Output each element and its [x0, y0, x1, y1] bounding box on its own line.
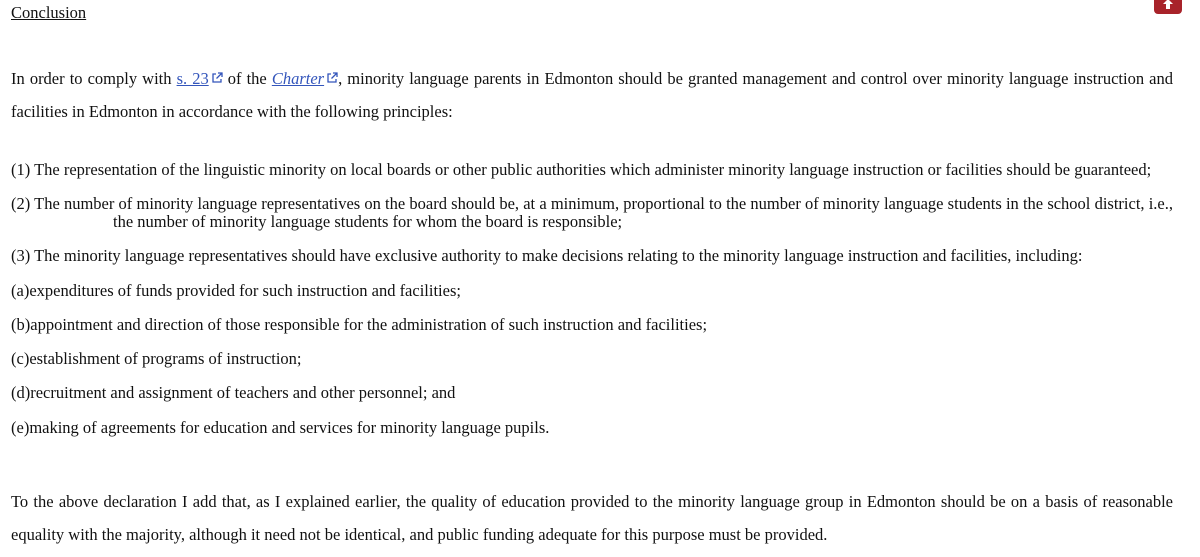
sub-item-c: (c)establishment of programs of instruction;: [11, 349, 302, 368]
principle-2: (2) The number of minority language representatives on the board should be, at a minimum, proportional to the number of minority language students in the school district, i.e., the number of minority language students for whom the board is responsible;: [11, 194, 1173, 231]
intro-paragraph: [11, 62, 1173, 128]
charter-link-text: Charter: [271, 69, 325, 88]
principle-3: (3) The minority language representatives should have exclusive authority to make decisions relating to the minority language instruction and facilities, including:: [11, 246, 1083, 265]
sub-item-d: (d)recruitment and assignment of teachers and other personnel; and: [11, 383, 456, 402]
section-heading: Conclusion: [11, 3, 87, 22]
back-to-top-button[interactable]: [1154, 0, 1182, 14]
arrow-up-icon: [1161, 0, 1175, 11]
sub-item-a: (a)expenditures of funds provided for such instruction and facilities;: [11, 281, 461, 300]
section-23-link[interactable]: [177, 69, 223, 88]
closing-paragraph: To the above declaration I add that, as I explained earlier, the quality of education provided to the minority language group in Edmonton should be on a basis of reasonable equality with the majority, although it need not be identical, and public funding adequate for this purpose must be provided.: [11, 492, 1173, 544]
intro-text-end: , minority language parents in Edmonton should be granted management and control over minority language instruction and facilities in Edmonton in accordance with the following principles:: [11, 69, 1173, 121]
charter-link[interactable]: [272, 69, 338, 88]
section-23-link-text: s. 23: [176, 69, 209, 88]
intro-text-start: In order to comply with: [11, 69, 177, 88]
external-link-icon: [211, 72, 223, 84]
sub-item-b: (b)appointment and direction of those responsible for the administration of such instruction and facilities;: [11, 315, 708, 334]
intro-text-middle: of the: [222, 69, 272, 88]
external-link-icon: [326, 72, 338, 84]
principle-1: (1) The representation of the linguistic minority on local boards or other public authorities which administer minority language instruction or facilities should be guaranteed;: [11, 160, 1152, 179]
sub-item-e: (e)making of agreements for education and services for minority language pupils.: [11, 418, 550, 437]
